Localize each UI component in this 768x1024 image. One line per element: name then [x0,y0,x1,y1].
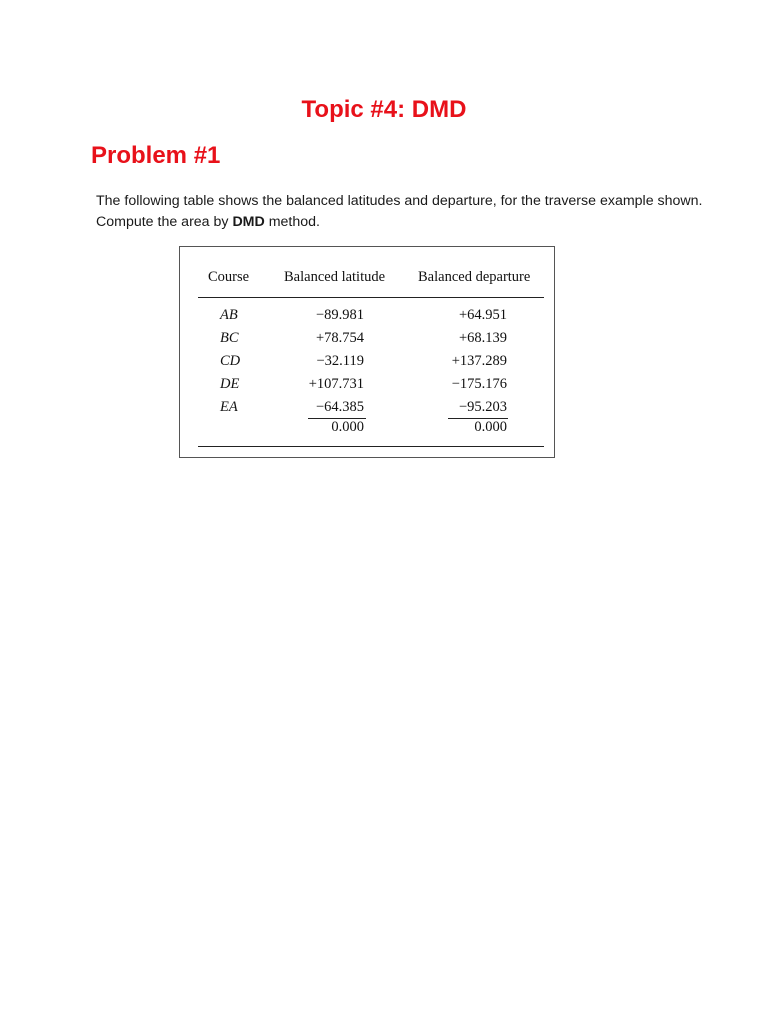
problem-title: Problem #1 [91,142,221,169]
row-departure: −175.176 [451,376,507,392]
row-latitude: −64.385 [315,399,364,415]
statement-end: method. [264,214,320,230]
row-latitude: +78.754 [315,330,364,346]
row-departure: +137.289 [451,353,507,369]
row-latitude: −32.119 [316,353,364,369]
total-latitude: 0.000 [331,419,364,435]
header-course: Course [208,269,250,285]
row-latitude: +107.731 [308,376,364,392]
row-departure: +68.139 [458,330,507,346]
total-departure: 0.000 [474,419,507,435]
row-course: AB [220,307,238,323]
row-course: DE [220,376,240,392]
header-rule [198,297,544,298]
row-departure: +64.951 [458,307,507,323]
row-latitude: −89.981 [315,307,364,323]
statement-method: DMD [232,214,265,230]
statement-text: The following table shows the balanced latitudes and departure, for the traverse example shown. Compute the area by [96,193,703,230]
row-departure: −95.203 [458,399,507,415]
problem-statement [96,191,716,233]
latitude-departure-table [179,246,555,458]
row-course: BC [220,330,239,346]
bottom-rule [198,446,544,447]
header-latitude: Balanced latitude [284,269,386,285]
row-course: EA [220,399,238,415]
topic-title: Topic #4: DMD [301,96,467,123]
header-departure: Balanced departure [418,269,531,285]
row-course: CD [220,353,241,369]
